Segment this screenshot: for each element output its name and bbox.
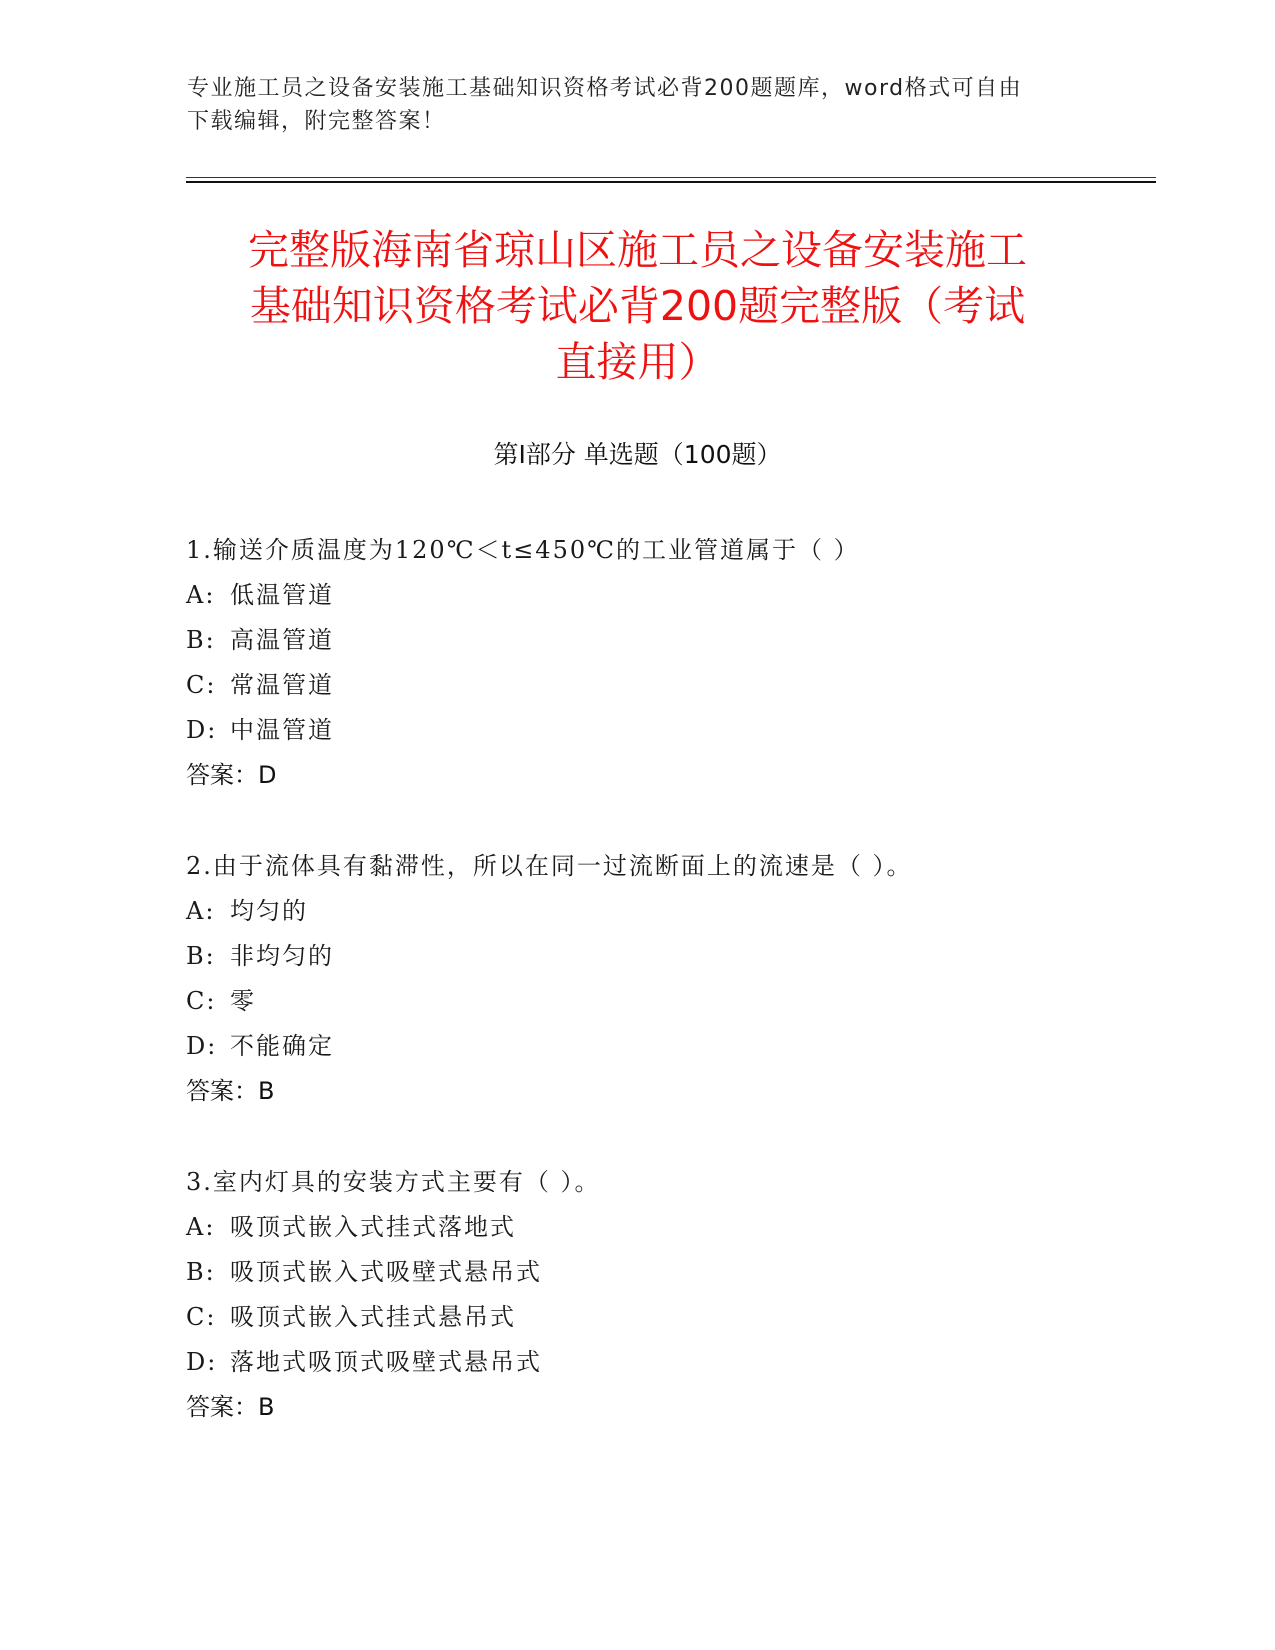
question-item	[186, 1160, 1136, 1430]
document-title	[190, 222, 1085, 390]
option-letter: B:	[186, 1258, 216, 1286]
title-line-2: 基础知识资格考试必背200题完整版（考试	[249, 282, 1026, 330]
option-text: 中温管道	[230, 716, 334, 744]
header-divider-thin	[186, 177, 1156, 178]
option-c	[186, 663, 1136, 708]
header-divider-thick	[186, 181, 1156, 183]
question-stem: 1.输送介质温度为120℃＜t≤450℃的工业管道属于（ ）	[186, 536, 860, 564]
question-stem: 3.室内灯具的安装方式主要有（ ）。	[186, 1168, 601, 1196]
question-list	[186, 528, 1136, 1476]
option-a	[186, 573, 1136, 618]
option-letter: B:	[186, 626, 216, 654]
document-header-note	[187, 72, 1087, 138]
option-a	[186, 889, 1136, 934]
option-letter: A:	[186, 1213, 216, 1241]
question-item	[186, 844, 1136, 1114]
question-stem: 2.由于流体具有黏滞性，所以在同一过流断面上的流速是（ ）。	[186, 852, 913, 880]
option-c	[186, 979, 1136, 1024]
answer-line: 答案：B	[186, 1393, 275, 1421]
option-text: 均匀的	[230, 897, 308, 925]
option-text: 非均匀的	[230, 942, 334, 970]
option-letter: A:	[186, 897, 216, 925]
option-b	[186, 618, 1136, 663]
section-heading: 第Ⅰ部分 单选题（100题）	[493, 440, 782, 469]
option-letter: D:	[186, 1348, 218, 1376]
answer-line: 答案：D	[186, 761, 277, 789]
option-letter: C:	[186, 1303, 217, 1331]
option-text: 零	[230, 987, 256, 1015]
option-letter: B:	[186, 942, 216, 970]
title-line-3: 直接用）	[555, 338, 720, 386]
title-line-1: 完整版海南省琼山区施工员之设备安装施工	[248, 226, 1027, 274]
option-d	[186, 1024, 1136, 1069]
option-letter: C:	[186, 671, 217, 699]
question-item	[186, 528, 1136, 798]
option-text: 不能确定	[230, 1032, 334, 1060]
option-b	[186, 1250, 1136, 1295]
option-c	[186, 1295, 1136, 1340]
header-note-line-2: 下载编辑，附完整答案！	[187, 109, 446, 134]
option-a	[186, 1205, 1136, 1250]
option-letter: C:	[186, 987, 217, 1015]
option-text: 吸顶式嵌入式挂式落地式	[230, 1213, 516, 1241]
option-text: 低温管道	[230, 581, 334, 609]
option-text: 高温管道	[230, 626, 334, 654]
header-note-line-1: 专业施工员之设备安装施工基础知识资格考试必背200题题库，word格式可自由	[187, 76, 1023, 101]
option-d	[186, 708, 1136, 753]
option-text: 吸顶式嵌入式吸壁式悬吊式	[230, 1258, 542, 1286]
option-b	[186, 934, 1136, 979]
option-letter: D:	[186, 716, 218, 744]
option-letter: D:	[186, 1032, 218, 1060]
option-d	[186, 1340, 1136, 1385]
option-text: 常温管道	[230, 671, 334, 699]
answer-line: 答案：B	[186, 1077, 275, 1105]
option-text: 落地式吸顶式吸壁式悬吊式	[230, 1348, 542, 1376]
option-text: 吸顶式嵌入式挂式悬吊式	[230, 1303, 516, 1331]
option-letter: A:	[186, 581, 216, 609]
